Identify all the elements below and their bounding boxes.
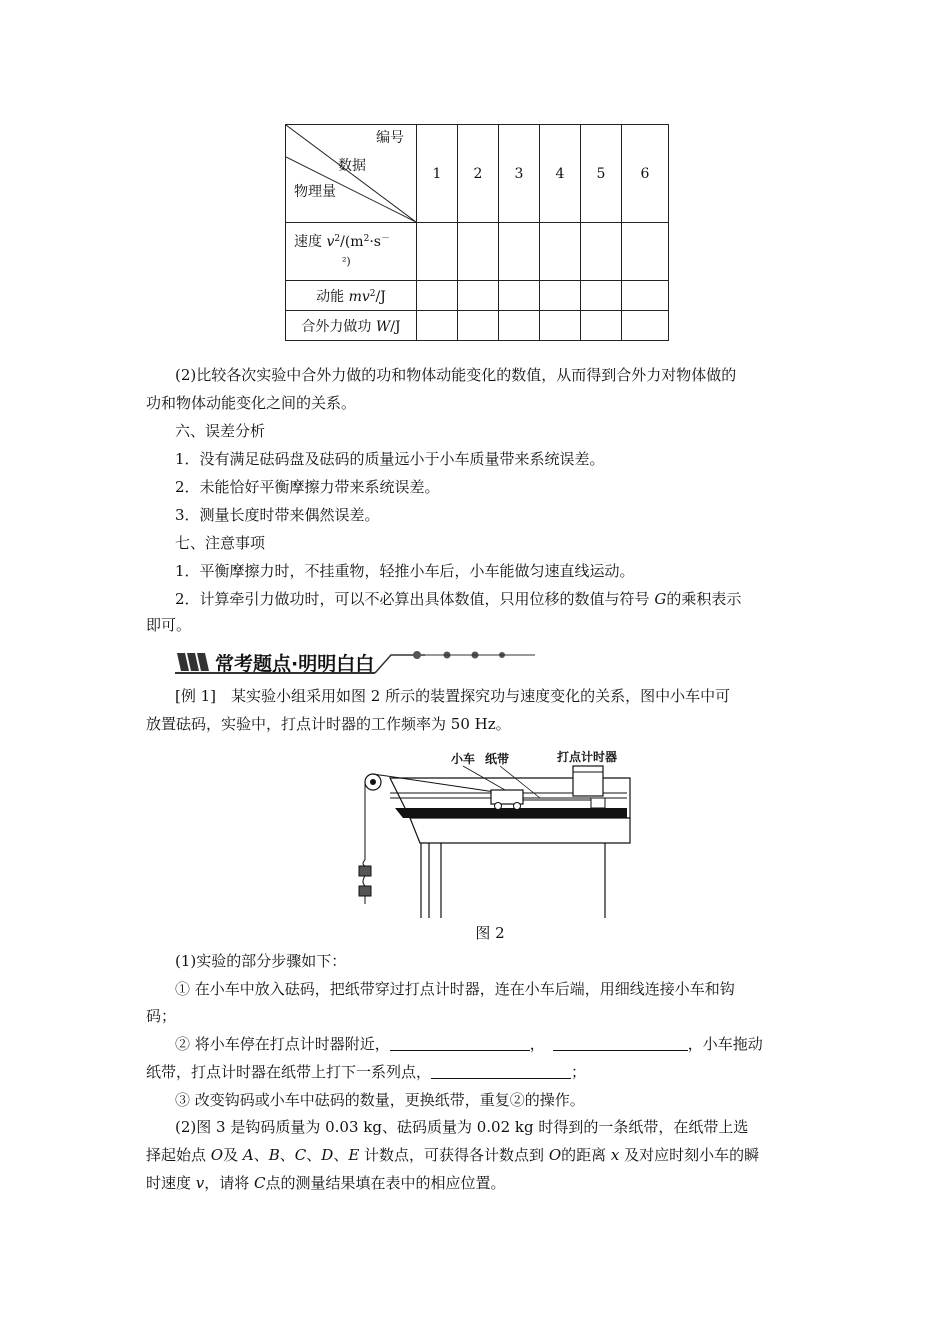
figure-caption: 图 2 xyxy=(475,924,505,942)
error-item-2: 2．未能恰好平衡摩擦力带来系统误差。 xyxy=(175,478,440,496)
data-table xyxy=(285,124,669,341)
label-car: 小车 xyxy=(451,752,476,766)
q1-step2-line1: ② 将小车停在打点计时器附近， ， ，小车拖动 xyxy=(175,1035,763,1053)
row-label-work: 合外力做功 W/J xyxy=(286,311,417,341)
header-quantity: 物理量 xyxy=(294,184,336,200)
row-label-kinetic-energy: 动能 $mv^2/J$ xyxy=(286,281,417,311)
banner-title: 常考题点·明明白白 xyxy=(215,653,375,675)
example-line-1: [例 1] 某实验小组采用如图 2 所示的装置探究功与速度变化的关系，图中小车中可 xyxy=(175,687,731,705)
q2-line2: 择起始点 O及 A、B、C、D、E 计数点，可获得各计数点到 O的距离 x 及对应时刻小车的瞬 xyxy=(146,1146,760,1164)
error-analysis-title: 六、误差分析 xyxy=(175,422,266,440)
notes-item-2-line-1: 2．计算牵引力做功时，可以不必算出具体数值，只用位移的数值与符号 G的乘积表示 xyxy=(175,590,742,608)
header-data: 数据 xyxy=(338,158,366,174)
error-item-1: 1．没有满足砝码盘及砝码的质量远小于小车质量带来系统误差。 xyxy=(175,450,605,468)
q1-step2-line2: 纸带，打点计时器在纸带上打下一系列点， ； xyxy=(146,1063,587,1081)
example-line-2: 放置砝码，实验中，打点计时器的工作频率为 50 Hz。 xyxy=(146,715,511,733)
q2-line1: (2)图 3 是钩码质量为 0.03 kg、砝码质量为 0.02 kg 时得到的一条纸带，在纸带上选 xyxy=(175,1118,749,1136)
column-header-4: 4 xyxy=(540,125,581,223)
column-header-2: 2 xyxy=(458,125,499,223)
column-header-3: 3 xyxy=(499,125,540,223)
p2-line-1: (2)比较各次实验中合外力做的功和物体动能变化的数值，从而得到合外力对物体做的 xyxy=(175,366,737,384)
label-timer: 打点计时器 xyxy=(557,750,618,764)
diagonal-header-cell xyxy=(286,125,417,223)
answer-blank-3[interactable] xyxy=(431,1062,571,1079)
apparatus-drawing xyxy=(355,748,645,918)
q1-title: (1)实验的部分步骤如下： xyxy=(175,952,347,970)
q1-step1-line1: ① 在小车中放入砝码，把纸带穿过打点计时器，连在小车后端，用细线连接小车和钩 xyxy=(175,980,735,998)
answer-blank-1[interactable] xyxy=(390,1034,530,1051)
notes-title: 七、注意事项 xyxy=(175,534,266,552)
q1-step1-line2: 码； xyxy=(146,1007,177,1025)
row-label-speed: 速度 $v^2/(m^2\cdot s^-$ ²) xyxy=(286,223,417,281)
column-header-6: 6 xyxy=(622,125,669,223)
header-number: 编号 xyxy=(376,130,404,146)
p2-line-2: 功和物体动能变化之间的关系。 xyxy=(146,394,357,412)
column-header-5: 5 xyxy=(581,125,622,223)
answer-blank-2[interactable] xyxy=(553,1034,688,1051)
notes-item-1: 1．平衡摩擦力时，不挂重物，轻推小车后，小车能做匀速直线运动。 xyxy=(175,562,635,580)
q1-step3: ③ 改变钩码或小车中砝码的数量，更换纸带，重复②的操作。 xyxy=(175,1091,585,1109)
column-header-1: 1 xyxy=(417,125,458,223)
notes-item-2-line-2: 即可。 xyxy=(146,616,192,634)
section-banner xyxy=(175,645,595,677)
apparatus-figure xyxy=(355,748,645,918)
label-tape: 纸带 xyxy=(485,752,510,766)
error-item-3: 3．测量长度时带来偶然误差。 xyxy=(175,506,380,524)
q2-line3: 时速度 v，请将 C点的测量结果填在表中的相应位置。 xyxy=(146,1174,506,1192)
